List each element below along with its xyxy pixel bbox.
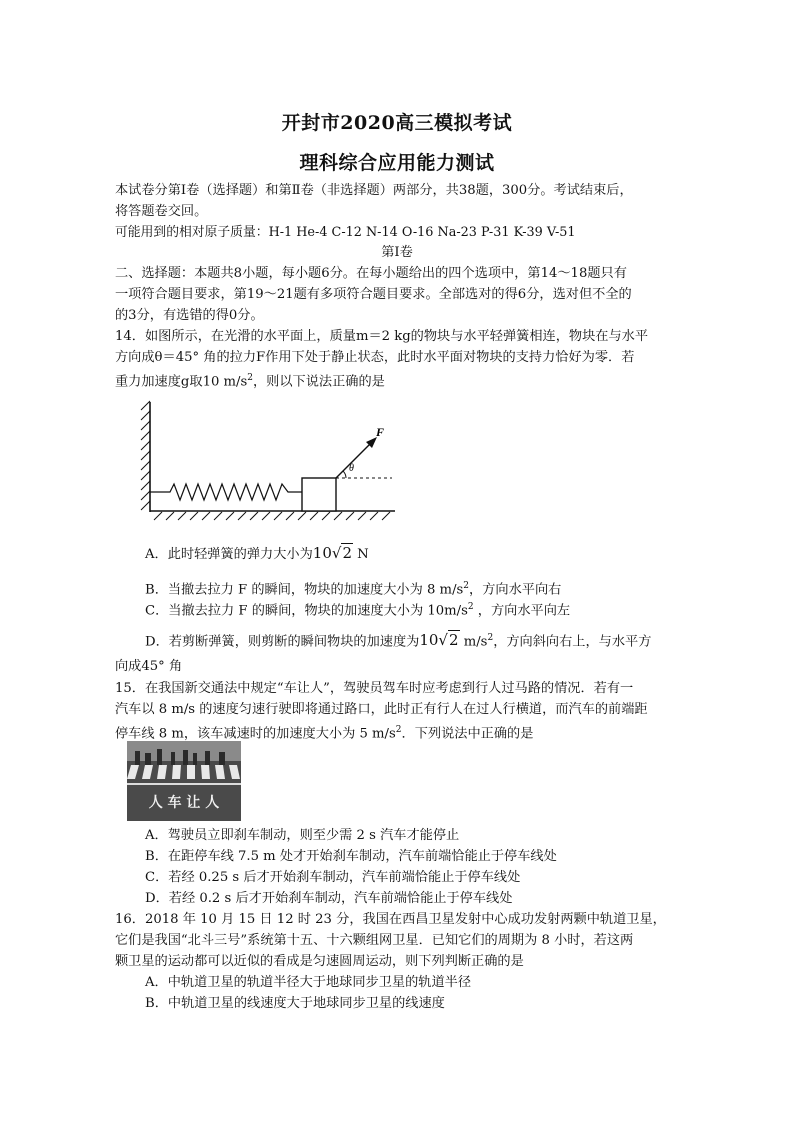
q14-line-2: 方向成θ＝45° 角的拉力F作用下处于静止状态，此时水平面对物块的支持力恰好为零．若	[115, 350, 635, 365]
angle-arc	[343, 471, 346, 478]
q14-option-b-tail: ，方向水平向右	[469, 582, 562, 598]
block	[302, 478, 336, 511]
q16-line-3: 颗卫星的运动都可以近似的看成是匀速圆周运动，则下列判断正确的是	[115, 954, 524, 969]
q14-option-a	[145, 543, 369, 565]
part-label: 第Ⅰ卷	[381, 245, 413, 260]
q16-option-a: A．中轨道卫星的轨道半径大于地球同步卫星的轨道半径	[145, 975, 472, 990]
sqrt-expression: 10√2	[419, 631, 459, 650]
sqrt-radicand: 2	[448, 631, 459, 650]
exam-subtitle: 理科综合应用能力测试	[299, 152, 495, 174]
q14-option-d-tail: ，方向斜向右上，与水平方	[493, 634, 652, 650]
q14-option-d	[145, 628, 651, 652]
q15-line-1: 15．在我国新交通法中规定“车让人”，驾驶员驾车时应考虑到行人过马路的情况．若有一	[115, 681, 634, 696]
q16-line-1: 16．2018 年 10 月 15 日 12 时 23 分，我国在西昌卫星发射中心成功发射两颗中轨道卫星，	[115, 912, 666, 927]
q14-option-d-sup: 2	[487, 633, 494, 643]
sqrt-expression: 10√2	[312, 544, 352, 562]
q16-option-b: B．中轨道卫星的线速度大于地球同步卫星的线速度	[145, 996, 445, 1011]
exam-title: 开封市2020高三模拟考试	[281, 112, 513, 134]
q14-option-d-line-2: 向成45° 角	[115, 659, 183, 674]
q15-line-2: 汽车以 8 m/s 的速度匀速行驶即将通过路口，此时正有行人在过人行横道，而汽车的前端距	[115, 702, 648, 717]
q16-line-2: 它们是我国“北斗三号”系统第十五、十六颗组网卫星．已知它们的周期为 8 小时，若这两	[115, 933, 634, 948]
sqrt-coef: 10	[419, 631, 439, 650]
road-marking-text: 人 车 让 人	[148, 795, 220, 811]
q14-line-1: 14．如图所示，在光滑的水平面上，质量m＝2 kg的物块与水平轻弹簧相连，物块在与水平	[115, 329, 649, 344]
crosswalk-photo	[127, 741, 241, 821]
ground	[150, 511, 395, 520]
q14-option-c-tail: ，方向水平向左	[473, 603, 571, 619]
q15-option-a: A．驾驶员立即刹车制动，则至少需 2 s 汽车才能停止	[145, 828, 460, 843]
q14-option-b-text: B．当撤去拉力 F 的瞬间，物块的加速度大小为 8 m/s	[145, 582, 464, 598]
q15-option-b: B．在距停车线 7.5 m 处才开始刹车制动，汽车前端恰能止于停车线处	[145, 849, 557, 864]
q15-option-c: C．若经 0.25 s 后才开始刹车制动，汽车前端恰能止于停车线处	[145, 870, 521, 885]
intro-line-1: 本试卷分第Ⅰ卷（选择题）和第Ⅱ卷（非选择题）两部分，共38题，300分。考试结束后，	[115, 183, 633, 198]
q15-line-3-tail: ．下列说法中正确的是	[401, 726, 534, 742]
q14-option-b-sup: 2	[463, 581, 470, 591]
q15-line-3-sup: 2	[395, 725, 402, 735]
section2-line-3: 的3分，有选错的得0分。	[115, 308, 264, 323]
intro-line-2: 将答题卷交回。	[115, 204, 208, 219]
spring-block-figure	[140, 398, 400, 524]
section2-line-2: 一项符合题目要求，第19～21题有多项符合题目要求。全部选对的得6分，选对但不全的	[115, 287, 632, 302]
q14-option-d-unit: m/s	[459, 634, 488, 650]
q14-option-c	[145, 597, 570, 621]
section2-line-1: 二、选择题：本题共8小题，每小题6分。在每小题给出的四个选项中，第14～18题只有	[115, 266, 627, 281]
q14-option-d-text: D．若剪断弹簧，则剪断的瞬间物块的加速度为	[145, 634, 420, 650]
q14-option-a-text: A．此时轻弹簧的弹力大小为	[145, 547, 313, 562]
wall	[141, 401, 150, 512]
q14-line-3-tail: ，则以下说法正确的是	[253, 374, 385, 390]
q14-option-c-text: C．当撤去拉力 F 的瞬间，物块的加速度大小为 10m/s	[145, 603, 468, 619]
q15-line-3-text: 停车线 8 m，该车减速时的加速度大小为 5 m/s	[115, 726, 396, 742]
force-arrow	[336, 442, 372, 478]
q14-line-3	[115, 368, 385, 392]
sqrt-coef: 10	[312, 544, 332, 562]
force-label: F	[376, 425, 385, 439]
spring	[150, 484, 302, 500]
q14-option-c-sup: 2	[467, 602, 474, 612]
angle-label: θ	[349, 463, 354, 474]
atomic-masses: 可能用到的相对原子质量：H-1 He-4 C-12 N-14 O-16 Na-23 P-31 K-39 V-51	[115, 225, 576, 240]
q14-line-3-text: 重力加速度g取10 m/s	[115, 374, 248, 390]
q14-option-a-unit: N	[352, 547, 369, 562]
q14-line-3-sup: 2	[247, 373, 253, 383]
sqrt-radicand: 2	[342, 544, 352, 562]
q15-option-d: D．若经 0.2 s 后才开始刹车制动，汽车前端恰能止于停车线处	[145, 891, 513, 906]
